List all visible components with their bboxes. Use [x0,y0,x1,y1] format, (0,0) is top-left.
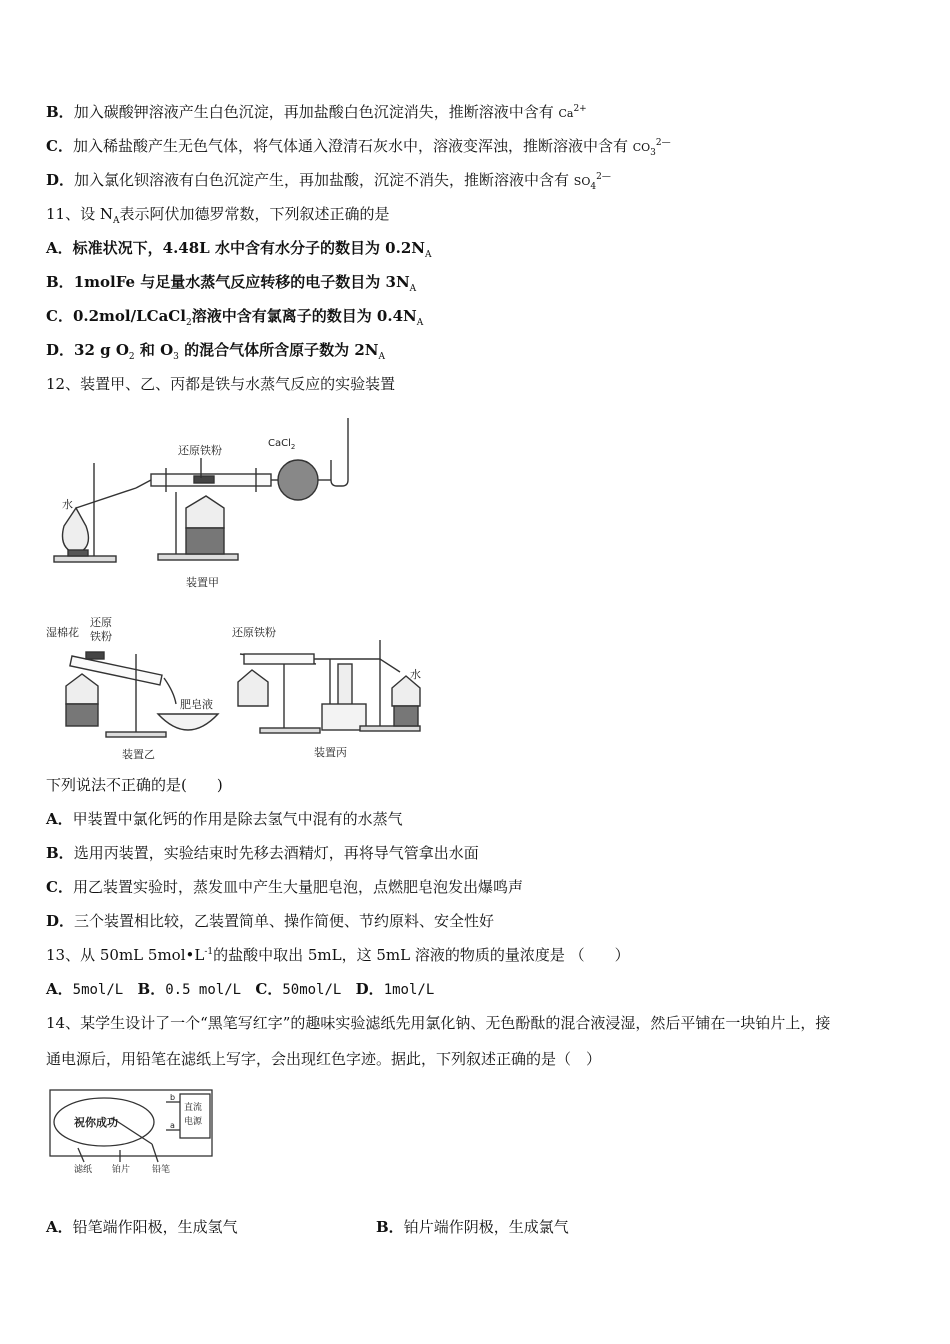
cacl2-label: CaCl$_2$ [268,438,296,451]
wet-cotton-label: 湿棉花 [46,626,79,639]
q10-option-d: D．加入氯化钡溶液有白色沉淀产生，再加盐酸，沉淀不消失，推断溶液中含有 $SO_4^{2—}$ [46,171,611,192]
q13-stem: 13、从 50mL $5mol•L^{-1}$的盐酸中取出 5mL，这 5mL 溶液的物质的量浓度是 （ ） [46,946,630,964]
water-label-bing: 水 [410,668,421,681]
apparatus-bing-figure [230,620,440,764]
q10-option-c: C．加入稀盐酸产生无色气体，将气体通入澄清石灰水中，溶液变浑浊，推断溶液中含有 $CO_3^{2—}$ [46,137,671,158]
filter-paper-label: 滤纸 [74,1165,93,1175]
q11-option-d: D．32 g $O_2$ 和 $O_3$ 的混合气体所含原子数为 $2N_A$ [46,341,385,362]
q14-option-b: B．铂片端作阴极，生成氯气 [376,1218,569,1236]
q12-option-d: D．三个装置相比较，乙装置简单、操作简便、节约原料、安全性好 [46,912,495,930]
iron-powder-label-jia: 还原铁粉 [178,444,222,457]
iron-label-yi-a: 还原 [90,616,112,629]
dc-source-label-b: 电源 [184,1117,203,1127]
written-text: 祝你成功 [74,1116,118,1129]
apparatus-yi-figure [46,614,236,764]
caption-yi: 装置乙 [122,748,155,761]
q12-option-a: A．甲装置中氯化钙的作用是除去氢气中混有的水蒸气 [46,810,403,828]
pencil-label: 铅笔 [152,1165,171,1175]
q11-option-a: A．标准状况下，4.48L 水中含有水分子的数目为 $0.2N_A$ [46,239,432,260]
dc-source-label-a: 直流 [184,1103,203,1113]
q11-option-b: B．1molFe 与足量水蒸气反应转移的电子数目为 $3N_A$ [46,273,417,294]
q14-stem-line1: 14、某学生设计了一个“黑笔写红字”的趣味实验滤纸先用氯化钠、无色酚酞的混合液浸湿，然后平铺在一块铂片上，接 [46,1014,831,1032]
electrolysis-figure [48,1088,228,1176]
q12-option-b: B．选用丙装置，实验结束时先移去酒精灯，再将导气管拿出水面 [46,844,479,862]
q12-question: 下列说法不正确的是( ) [46,776,223,794]
q14-option-a: A．铅笔端作阳极，生成氢气 [46,1218,238,1236]
terminal-b: b [170,1093,176,1102]
water-label-jia: 水 [62,498,73,511]
q13-options: A．5mol/L B．0.5 mol/L C．50mol/L D．1mol/L [46,980,435,998]
apparatus-jia-figure [46,408,366,596]
caption-bing: 装置丙 [314,746,347,759]
q11-stem: 11、设 $N_A$表示阿伏加德罗常数，下列叙述正确的是 [46,205,390,226]
q12-option-c: C．用乙装置实验时，蒸发皿中产生大量肥皂泡，点燃肥皂泡发出爆鸣声 [46,878,523,896]
caption-jia: 装置甲 [186,576,219,589]
q10-option-b: B．加入碳酸钾溶液产生白色沉淀，再加盐酸白色沉淀消失，推断溶液中含有 $Ca^{2+}$ [46,103,587,121]
iron-powder-label-bing: 还原铁粉 [232,626,276,639]
q14-stem-line2: 通电源后，用铅笔在滤纸上写字，会出现红色字迹。据此，下列叙述正确的是（ ） [46,1050,602,1068]
soap-label: 肥皂液 [180,698,213,711]
terminal-a: a [170,1121,175,1130]
platinum-label: 铂片 [112,1165,131,1175]
iron-label-yi-b: 铁粉 [90,630,112,643]
q12-stem: 12、装置甲、乙、丙都是铁与水蒸气反应的实验装置 [46,375,396,393]
q11-option-c: C．0.2mol/LCaCl$_2$溶液中含有氯离子的数目为 $0.4N_A$ [46,307,424,328]
